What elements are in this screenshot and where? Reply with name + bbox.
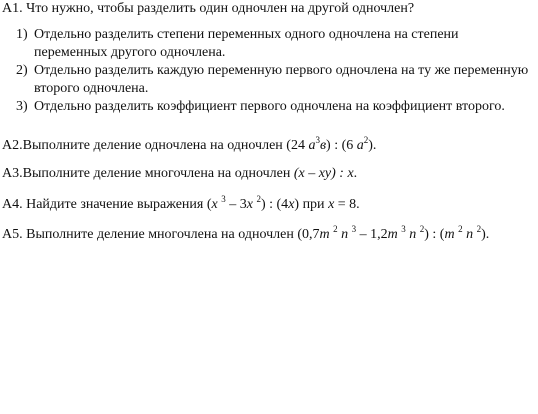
var-x: x	[246, 197, 257, 212]
q4-suffix: = 8.	[334, 197, 360, 212]
q2-suffix: ).	[368, 138, 377, 153]
var-a: a	[356, 138, 364, 153]
q5-suffix: ).	[481, 227, 490, 242]
exponent: 2	[256, 194, 261, 204]
var-m: m	[387, 227, 402, 242]
q4-mid2: ) : (4	[260, 197, 289, 212]
answer-option-2	[0, 62, 538, 98]
answer-options-list	[0, 26, 538, 116]
q4-mid1: – 3	[225, 197, 247, 212]
q5-mid: – 1,2	[356, 227, 388, 242]
option-text-line2: второго одночлена.	[34, 81, 149, 96]
question-a2	[2, 137, 376, 154]
var-x: x	[328, 197, 335, 212]
q3-prefix: А3.Выполните деление многочлена на одночлен	[2, 166, 294, 181]
option-text-line1: Отдельно разделить коэффициент первого одночлена на коэффициент второго.	[34, 99, 505, 114]
option-number: 3)	[16, 99, 28, 114]
q3-suffix: .	[353, 166, 358, 181]
option-number: 1)	[16, 27, 28, 42]
answer-option-3	[0, 98, 538, 116]
exponent: 2	[333, 224, 338, 234]
q5-prefix: А5. Выполните деление многочлена на одночлен (0,7	[2, 227, 320, 242]
var-x: x	[211, 197, 222, 212]
exponent: 3	[221, 194, 226, 204]
var-n: n	[405, 227, 420, 242]
var-m: m	[319, 227, 334, 242]
exponent: 2	[458, 224, 463, 234]
var-m: m	[444, 227, 459, 242]
q5-mid2: ) : (	[424, 227, 445, 242]
var-v: в	[319, 138, 327, 153]
option-text-line1: Отдельно разделить каждую переменную первого одночлена на ту же переменную	[34, 63, 529, 78]
option-number: 2)	[16, 63, 28, 78]
exponent: 3	[315, 135, 320, 145]
exponent: 2	[476, 224, 482, 234]
question-a4	[2, 196, 360, 213]
answer-option-1	[0, 26, 538, 62]
question-a1: А1. Что нужно, чтобы разделить один одночлен на другой одночлен?	[2, 1, 415, 16]
exponent: 3	[351, 224, 357, 234]
q2-prefix: А2.Выполните деление одночлена на одночлен (24	[2, 138, 309, 153]
var-n: n	[337, 227, 352, 242]
exponent: 2	[363, 135, 369, 145]
q3-expression: (x – xy) : x	[293, 166, 354, 181]
exponent: 3	[401, 224, 406, 234]
var-a: a	[308, 138, 316, 153]
q4-prefix: А4. Найдите значение выражения (	[2, 197, 212, 212]
option-text-line1: Отдельно разделить степени переменных одного одночлена на степени	[34, 27, 459, 42]
option-text-line2: переменных другого одночлена.	[34, 45, 226, 60]
var-x: x	[288, 197, 295, 212]
question-a3	[2, 165, 357, 182]
q4-mid3: ) при	[294, 197, 329, 212]
var-n: n	[462, 227, 477, 242]
question-a5	[2, 226, 489, 243]
exponent: 2	[419, 224, 425, 234]
q2-mid: ) : (6	[326, 138, 357, 153]
